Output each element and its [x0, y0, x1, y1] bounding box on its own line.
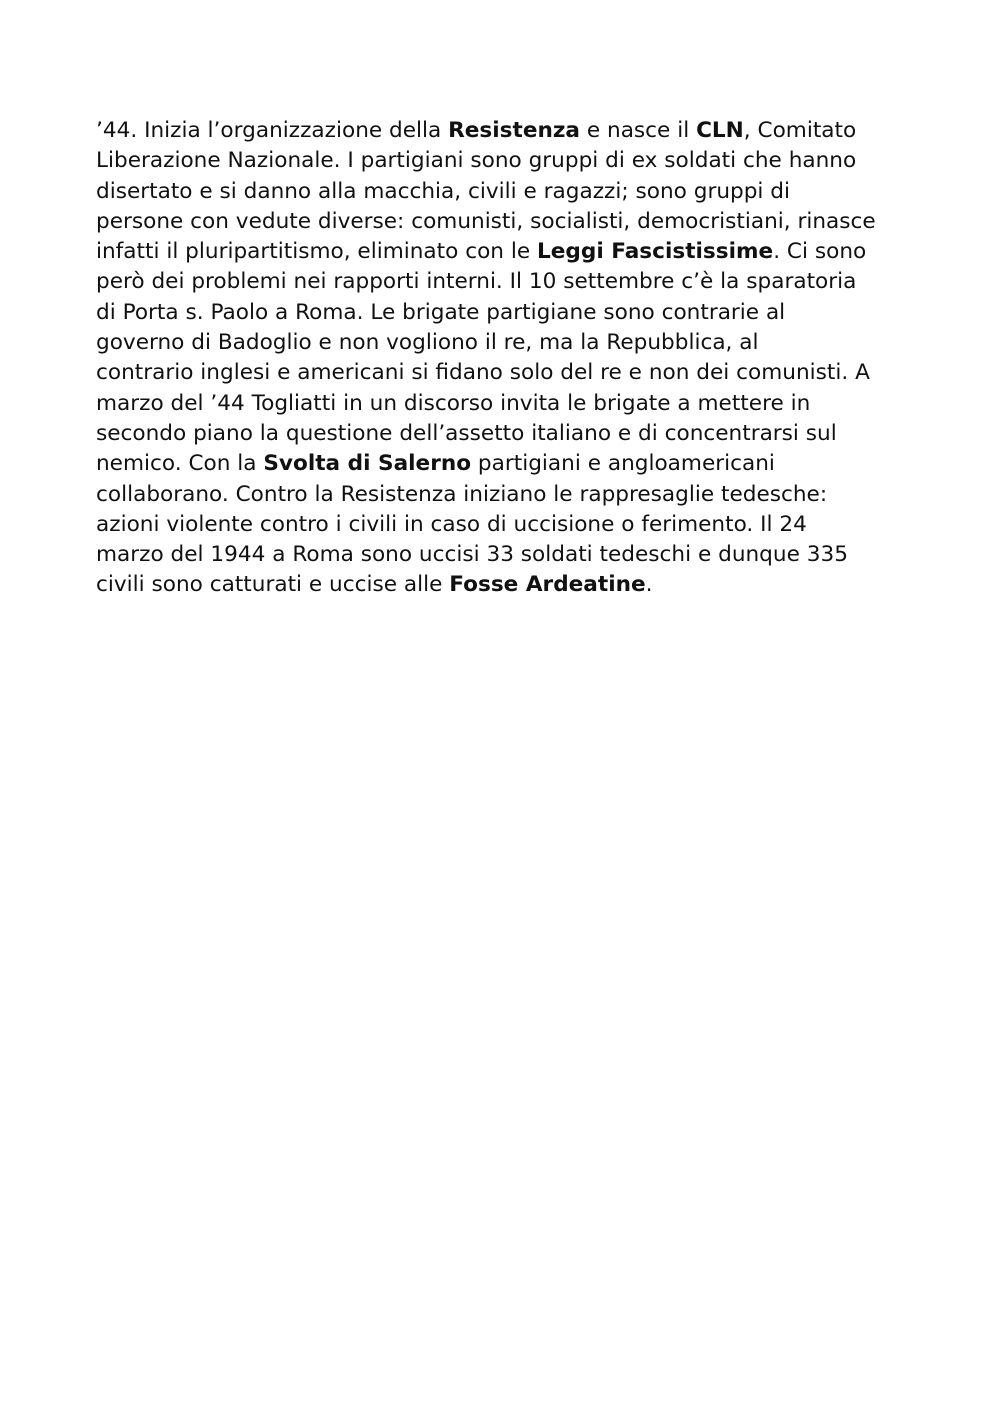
text-run: . Ci sono — [773, 239, 867, 265]
term-resistenza: Resistenza — [448, 118, 580, 143]
text-run: di Porta s. Paolo a Roma. Le brigate partigiane sono contrarie al — [96, 299, 786, 325]
text-line — [96, 389, 916, 419]
text-run: infatti il pluripartitismo, eliminato con le — [96, 239, 537, 265]
text-run: Liberazione Nazionale. I partigiani sono gruppi di ex soldati che hanno — [96, 148, 857, 174]
text-line — [96, 207, 916, 237]
term-cln: CLN — [696, 118, 744, 143]
text-run: . — [645, 572, 653, 598]
text-line — [96, 358, 916, 388]
text-run: secondo piano la questione dell’assetto italiano e di concentrarsi sul — [96, 420, 837, 446]
text-line — [96, 449, 916, 479]
text-run: partigiani e angloamericani — [471, 451, 775, 477]
text-run: , Comitato — [743, 118, 857, 143]
text-run: però dei problemi nei rapporti interni. Il 10 settembre c’è la sparatoria — [96, 269, 857, 295]
text-run: nemico. Con la — [96, 451, 264, 477]
text-line — [96, 328, 916, 358]
text-run: disertato e si danno alla macchia, civili e ragazzi; sono gruppi di — [96, 178, 790, 204]
term-svolta-di-salerno: Svolta di Salerno — [263, 451, 472, 477]
text-line — [96, 570, 916, 600]
text-line — [96, 116, 916, 146]
term-fosse-ardeatine: Fosse Ardeatine — [449, 572, 646, 598]
text-run: contrario inglesi e americani si fidano solo del re e non dei comunisti. A — [96, 360, 870, 386]
text-run: marzo del 1944 a Roma sono uccisi 33 soldati tedeschi e dunque 335 — [96, 542, 848, 568]
text-line — [96, 480, 916, 510]
text-line — [96, 298, 916, 328]
text-run: e nasce il — [580, 118, 697, 143]
text-run: persone con vedute diverse: comunisti, socialisti, democristiani, rinasce — [96, 208, 876, 234]
text-line — [96, 267, 916, 297]
text-line — [96, 510, 916, 540]
text-run: ’44. Inizia l’organizzazione della — [96, 118, 449, 143]
body-paragraph — [96, 116, 916, 601]
text-run: governo di Badoglio e non vogliono il re, ma la Repubblica, al — [96, 330, 759, 356]
text-run: collaborano. Contro la Resistenza iniziano le rappresaglie tedesche: — [96, 481, 828, 507]
text-line — [96, 237, 916, 267]
text-line — [96, 146, 916, 176]
text-run: azioni violente contro i civili in caso di uccisione o ferimento. Il 24 — [96, 511, 807, 537]
text-line — [96, 540, 916, 570]
text-run: marzo del ’44 Togliatti in un discorso invita le brigate a mettere in — [96, 390, 811, 416]
text-line — [96, 419, 916, 449]
text-line — [96, 177, 916, 207]
text-run: civili sono catturati e uccise alle — [96, 572, 450, 598]
term-leggi-fascistissime: Leggi Fascistissime — [537, 239, 774, 265]
